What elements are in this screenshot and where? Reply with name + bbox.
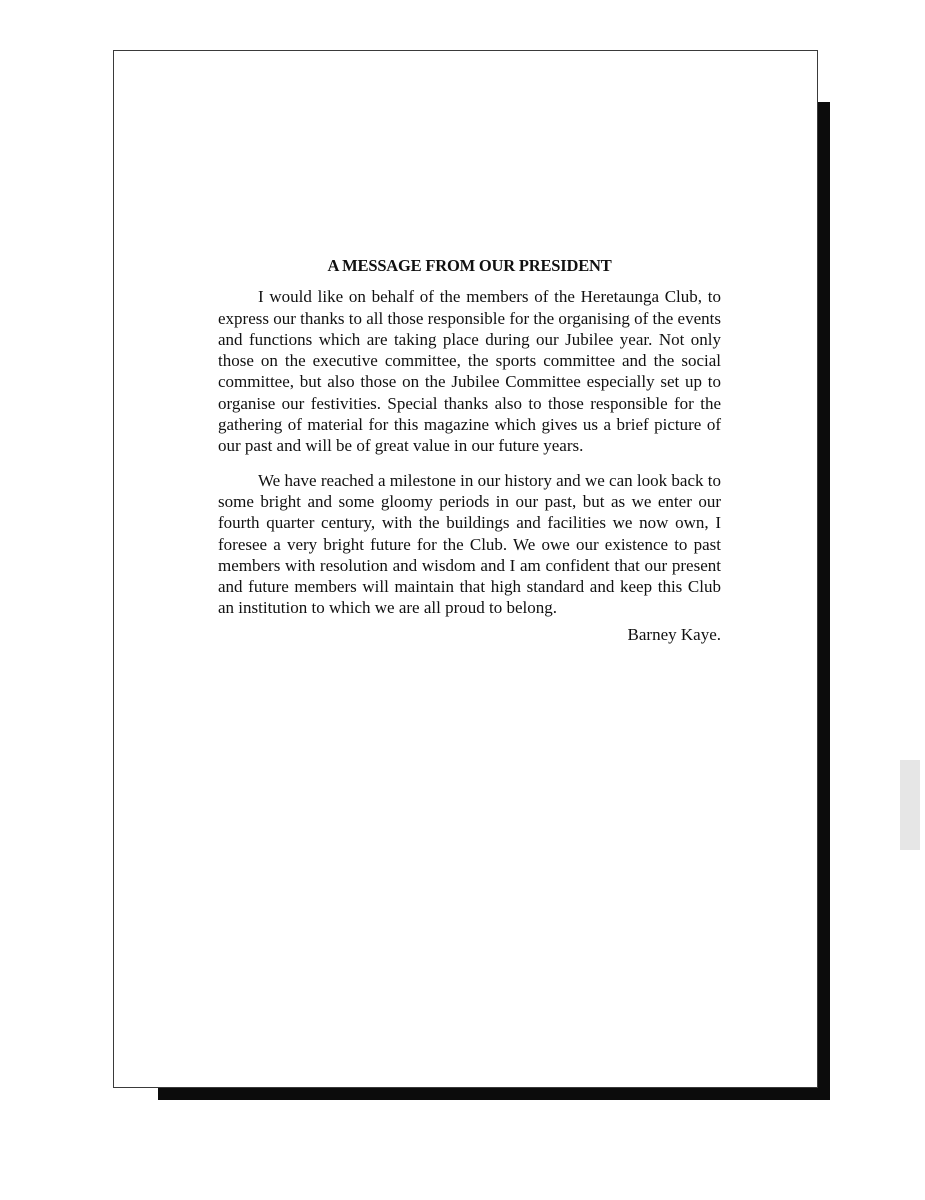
paragraph-thanks: I would like on behalf of the members of the Heretaunga Club, to express our thanks to all those responsible for the organising of the events and functions which are taking place during our Jubilee year. Not only those on the executive committee, the sports committee and the social committee, but also those on the Jubilee Committee especially set up to organise our festivities. Special thanks also to those responsible for the gathering of material for this magazine which gives us a brief picture of our past and will be of great value in our future years. [218,287,721,456]
signature: Barney Kaye. [627,624,721,644]
document-title: A MESSAGE FROM OUR PRESIDENT [327,256,612,275]
paragraph-milestone: We have reached a milestone in our history and we can look back to some bright and some gloomy periods in our past, but as we enter our fourth quarter century, with the buildings and facilities we now own, I foresee a very bright future for the Club. We owe our existence to past members with resolution and wisdom and I am confident that our present and future members will maintain that high standard and keep this Club an institution to which we are all proud to belong. [218,470,721,618]
scan-edge-mark [900,760,920,850]
document-body [218,255,721,645]
